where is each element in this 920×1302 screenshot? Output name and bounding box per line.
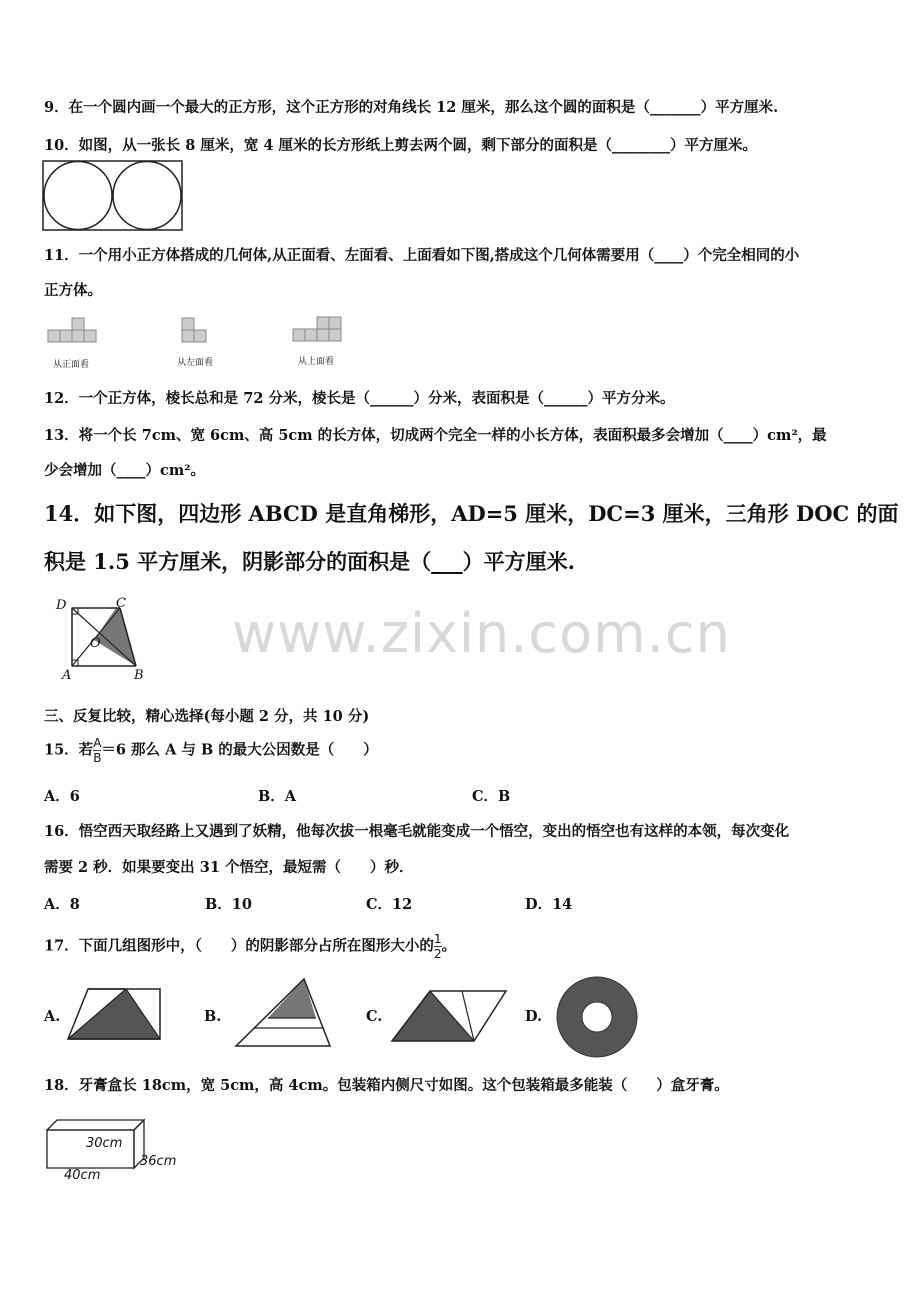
q17-figure-c [390,988,510,1044]
fraction-numerator: 1 [433,932,442,946]
question-14-line1: 14．如下图，四边形 ABCD 是直角梯形，AD=5 厘米，DC=3 厘米，三角形 DOC 的面 [44,501,899,526]
q17-prefix: 17．下面几组图形中，（ ）的阴影部分占所在图形大小的 [44,937,434,955]
question-10: 10．如图，从一张长 8 厘米，宽 4 厘米的长方形纸上剪去两个圆，剩下部分的面积是（________）平方厘米。 [44,137,758,154]
question-12: 12．一个正方体，棱长总和是 72 分米，棱长是（______）分米，表面积是（______）平方分米。 [44,390,675,407]
fraction-numerator: A [93,736,102,750]
q16-option-c[interactable]: C．12 [366,896,413,913]
trapezoid-figure [54,596,154,688]
watermark: www.zixin.com.cn [232,602,731,665]
section-3-heading: 三、反复比较，精心选择(每小题 2 分，共 10 分) [44,708,370,725]
packing-box-figure [44,1118,177,1183]
label-a: A [62,668,72,683]
question-9: 9．在一个圆内画一个最大的正方形，这个正方形的对角线长 12 厘米，那么这个圆的面积是（_______）平方厘米. [44,99,779,116]
q17-option-a[interactable]: A. [44,1008,61,1025]
question-16-line1: 16．悟空西天取经路上又遇到了妖精，他每次拔一根毫毛就能变成一个悟空，变出的悟空也有这样的本领，每次变化 [44,823,790,840]
front-view-figure [46,316,102,346]
q15-option-b[interactable]: B．A [258,788,297,805]
box-width-label: 36cm [140,1154,177,1169]
fraction-one-half [434,932,442,961]
label-b: B [134,668,144,683]
q15-prefix: 15．若 [44,741,94,759]
q15-option-c[interactable]: C．B [472,788,511,805]
box-height-label: 30cm [86,1136,123,1151]
fraction-denominator: B [93,751,102,765]
top-view-figure [291,314,347,344]
top-view-caption: 从上面看 [298,357,335,367]
q17-option-c[interactable]: C. [366,1008,383,1025]
question-11-line1: 11．一个用小正方体搭成的几何体,从正面看、左面看、上面看如下图,搭成这个几何体需要用（____）个完全相同的小 [44,247,800,264]
q15-option-a[interactable]: A．6 [44,788,80,805]
label-c: C [116,596,126,611]
q16-option-a[interactable]: A．8 [44,896,80,913]
question-15 [44,736,378,765]
question-16-line2: 需要 2 秒．如果要变出 31 个悟空，最短需（ ）秒． [44,859,414,876]
q17-figure-a [66,986,166,1042]
question-14-line2: 积是 1.5 平方厘米，阴影部分的面积是（___）平方厘米. [44,549,575,574]
question-18: 18．牙膏盒长 18cm，宽 5cm，高 4cm。包装箱内侧尺寸如图。这个包装箱最多能装（ ）盒牙膏。 [44,1077,729,1094]
q17-option-b[interactable]: B. [204,1008,222,1025]
q17-figure-d [554,976,640,1058]
q17-suffix: 。 [441,937,457,955]
q16-option-b[interactable]: B．10 [205,896,252,913]
box-length-label: 40cm [64,1168,101,1183]
q17-figure-b [234,976,332,1048]
q16-option-d[interactable]: D．14 [525,896,573,913]
left-view-caption: 从左面看 [177,358,214,368]
label-o: O [90,636,101,651]
q15-suffix: ＝6 那么 A 与 B 的最大公因数是（ ） [101,741,378,759]
q17-option-d[interactable]: D. [525,1008,543,1025]
question-17 [44,932,456,961]
question-11-line2: 正方体。 [44,282,102,299]
question-13-line2: 少会增加（____）cm²。 [44,462,206,479]
left-view-figure [180,316,210,346]
label-d: D [56,598,67,613]
front-view-caption: 从正面看 [53,360,90,370]
fraction-denominator: 2 [433,947,442,961]
question-13-line1: 13．将一个长 7cm、宽 6cm、高 5cm 的长方体，切成两个完全一样的小长方体，表面积最多会增加（____）cm²，最 [44,427,827,444]
two-circles-figure [42,160,184,232]
